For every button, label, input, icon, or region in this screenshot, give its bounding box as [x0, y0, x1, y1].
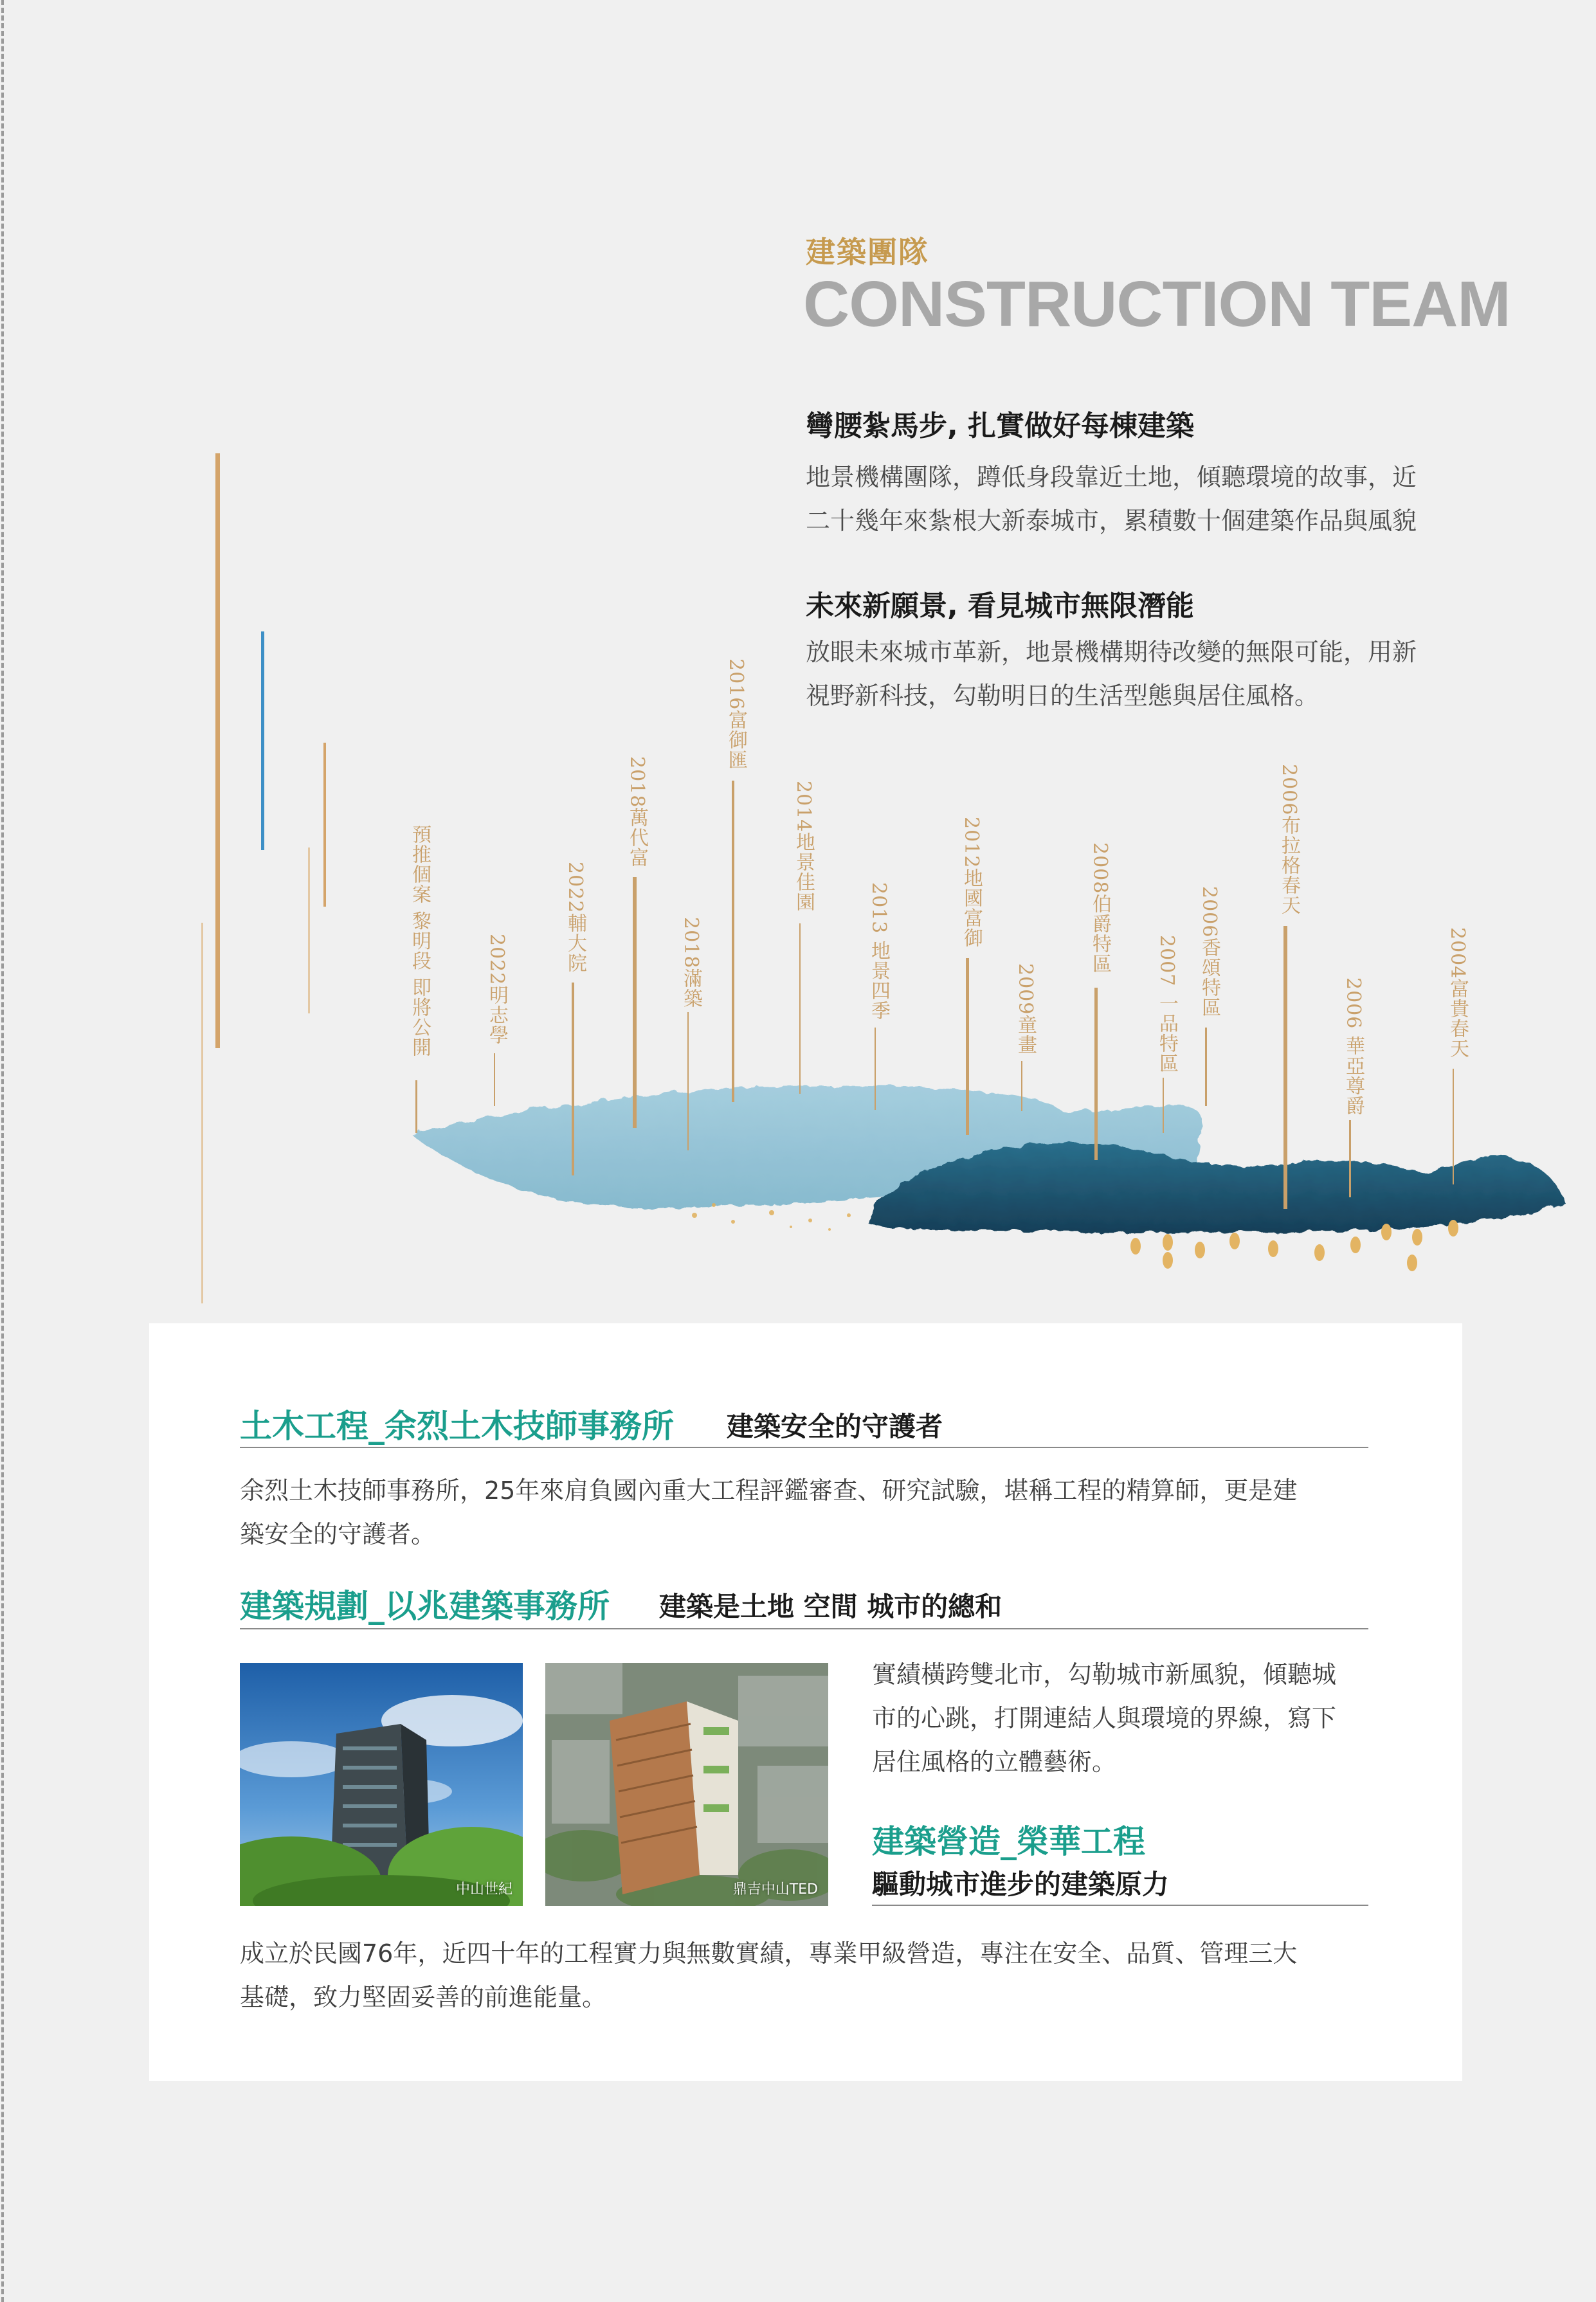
civil-engineering-description: 余烈土木技師事務所，25年來肩負國內重大工程評鑑審查、研究試驗，堪稱工程的精算師，更是建 築安全的守護者。 [240, 1476, 1298, 1548]
timeline-stem [687, 1012, 689, 1150]
timeline-stem [1349, 1120, 1351, 1197]
timeline-stem [966, 958, 969, 1135]
divider [872, 1905, 1368, 1906]
timeline-stem [799, 923, 801, 1094]
decorative-line [261, 631, 264, 850]
timeline-label: 2016富御匯 [725, 658, 747, 770]
watercolor-landscape [399, 1067, 1575, 1312]
timeline-label: 預推個案 黎明段 即將公開 [408, 824, 431, 1058]
timeline-label: 2004富貴春天 [1446, 927, 1469, 1059]
timeline-label: 2009童畫 [1014, 963, 1037, 1055]
civil-engineering-tagline: 建築安全的守護者 [727, 1411, 943, 1442]
timeline-stem [875, 1028, 876, 1110]
architecture-planning-heading: 建築規劃_以兆建築事務所 [240, 1588, 610, 1625]
architecture-planning-description: 實績橫跨雙北市，勾勒城市新風貌，傾聽城 市的心跳，打開連結人與環境的界線，寫下 居住風格的立體藝術。 [872, 1660, 1337, 1776]
timeline-label: 2008伯爵特區 [1089, 842, 1111, 974]
timeline-label: 2013 地景四季 [867, 882, 890, 1020]
timeline-stem [1094, 988, 1098, 1160]
timeline-label: 2006香頌特區 [1198, 886, 1220, 1018]
decorative-line [215, 453, 220, 1048]
civil-engineering-heading: 土木工程_余烈土木技師事務所 [240, 1408, 674, 1445]
timeline-stem [1021, 1061, 1022, 1111]
photo-caption: 中山世紀 [455, 1881, 512, 1898]
timeline-label: 2012地國富御 [960, 817, 983, 948]
timeline-label: 2018萬代富 [626, 756, 648, 868]
project-photo-zhongshan-century [240, 1663, 523, 1906]
timeline-label: 2022明志學 [485, 934, 508, 1046]
section-title-chinese: 建築團隊 [806, 235, 929, 269]
timeline-label: 2018滿築 [680, 917, 702, 1009]
intro-paragraph-2: 放眼未來城市革新，地景機構期待改變的無限可能，用新 視野新科技，勾勒明日的生活型態與居住風格。 [806, 638, 1417, 710]
timeline-stem [572, 983, 574, 1175]
timeline-stem [633, 877, 637, 1128]
construction-tagline: 驅動城市進步的建築原力 [872, 1869, 1170, 1900]
timeline-stem [1283, 926, 1287, 1209]
timeline-stem [415, 1080, 417, 1133]
intro-heading-2: 未來新願景, 看見城市無限潛能 [806, 590, 1195, 622]
section-title-english: CONSTRUCTION TEAM [803, 268, 1510, 340]
construction-description: 成立於民國76年，近四十年的工程實力與無數實績，專業甲級營造，專注在安全、品質、管理三大 基礎，致力堅固妥善的前進能量。 [240, 1939, 1298, 2011]
architecture-planning-tagline: 建築是土地 空間 城市的總和 [659, 1591, 1002, 1622]
intro-heading-1: 彎腰紮馬步, 扎實做好每棟建築 [806, 410, 1195, 442]
decorative-line [323, 743, 326, 907]
construction-heading: 建築營造_榮華工程 [872, 1823, 1145, 1860]
timeline-stem [494, 1053, 495, 1106]
timeline-stem [1163, 1078, 1164, 1133]
intro-paragraph-1: 地景機構團隊，蹲低身段靠近土地，傾聽環境的故事，近 二十幾年來紮根大新泰城市，累積數十個建築作品與風貌 [806, 463, 1417, 535]
timeline-stem [732, 781, 734, 1102]
timeline-stem [1205, 1028, 1207, 1106]
timeline-label: 2014地景佳園 [792, 781, 815, 912]
decorative-line [308, 847, 310, 1013]
photo-caption: 鼎吉中山TED [732, 1881, 818, 1898]
timeline-stem [1453, 1069, 1454, 1184]
timeline-label: 2007 一品特區 [1156, 935, 1178, 1073]
divider [240, 1447, 1368, 1448]
project-photo-dingji-zhongshan-ted [545, 1663, 828, 1906]
decorative-line [201, 923, 203, 1303]
dashed-cut-line [1, 0, 4, 2302]
divider [240, 1628, 1368, 1629]
timeline-label: 2022輔大院 [564, 862, 586, 974]
timeline-label: 2006 華亞尊爵 [1342, 977, 1365, 1116]
timeline-label: 2006布拉格春天 [1278, 764, 1300, 916]
